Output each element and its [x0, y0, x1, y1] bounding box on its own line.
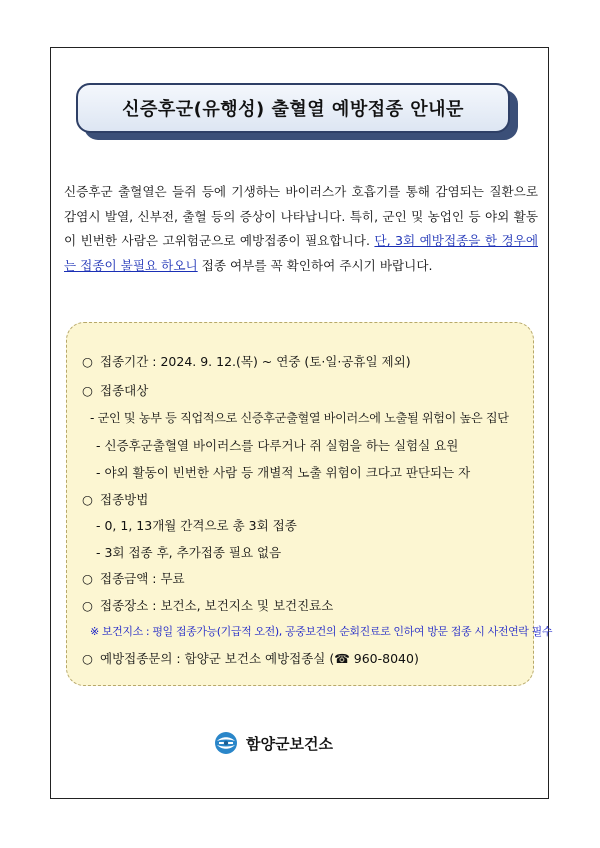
- bullet: ○: [82, 354, 93, 369]
- place-text: 접종장소 : 보건소, 보건지소 및 보건진료소: [100, 598, 334, 613]
- intro-highlight: 단, 3회 예방접종을 한 경우에는 접종이 불필요 하오니: [64, 233, 538, 273]
- contact-text: 예방접종문의 : 함양군 보건소 예방접종실 (☎ 960-8040): [100, 651, 419, 666]
- period-line: [82, 352, 411, 370]
- bullet: ○: [82, 651, 93, 666]
- method-item-2: - 3회 접종 후, 추가접종 필요 없음: [96, 545, 282, 560]
- bullet: ○: [82, 383, 93, 398]
- target-title-line: [82, 381, 148, 399]
- target-item-2: - 신증후군출혈열 바이러스를 다루거나 쥐 실험을 하는 실험실 요원: [96, 438, 459, 453]
- target-title: 접종대상: [100, 383, 149, 398]
- intro-paragraph: [64, 180, 538, 278]
- method-item-1: - 0, 1, 13개월 간격으로 총 3회 접종: [96, 518, 297, 533]
- method-title: 접종방법: [100, 492, 149, 507]
- intro-text-main: 신증후군 출혈열은 들쥐 등에 기생하는 바이러스가 호흡기를 통해 감염되는 질환으로 감염시 발열, 신부전, 출혈 등의 증상이 나타납니다. 특히, 군인 및 농업인 등 야외 활동이 빈번한 사람은 고위험군으로 예방접종이 필요합니다.: [64, 184, 538, 248]
- period-text: 접종기간 : 2024. 9. 12.(목) ~ 연중 (토·일·공휴일 제외): [100, 354, 411, 369]
- page-title: 신증후군(유행성) 출혈열 예방접종 안내문: [122, 99, 464, 120]
- method-title-line: [82, 490, 148, 508]
- title-box: [76, 83, 510, 133]
- hamyang-logo-icon: [214, 731, 238, 755]
- bullet: ○: [82, 571, 93, 586]
- bullet: ○: [82, 492, 93, 507]
- cost-line: [82, 569, 185, 587]
- footer-org-name: 함양군보건소: [246, 734, 333, 753]
- bullet: ○: [82, 598, 93, 613]
- target-item-1: - 군인 및 농부 등 직업적으로 신증후군출혈열 바이러스에 노출될 위험이 높은 집단: [90, 411, 509, 425]
- contact-line: [82, 649, 419, 667]
- target-item-3: - 야외 활동이 빈번한 사람 등 개별적 노출 위험이 크다고 판단되는 자: [96, 465, 471, 480]
- place-note: ※ 보건지소 : 평일 접종가능(기급적 오전), 공중보건의 순회진료로 인하여 방문 접종 시 사전연락 필수: [90, 625, 553, 638]
- intro-text-end: 접종 여부를 꼭 확인하여 주시기 바랍니다.: [197, 257, 433, 273]
- place-line: [82, 596, 333, 614]
- cost-text: 접종금액 : 무료: [100, 571, 185, 586]
- footer: [214, 731, 333, 755]
